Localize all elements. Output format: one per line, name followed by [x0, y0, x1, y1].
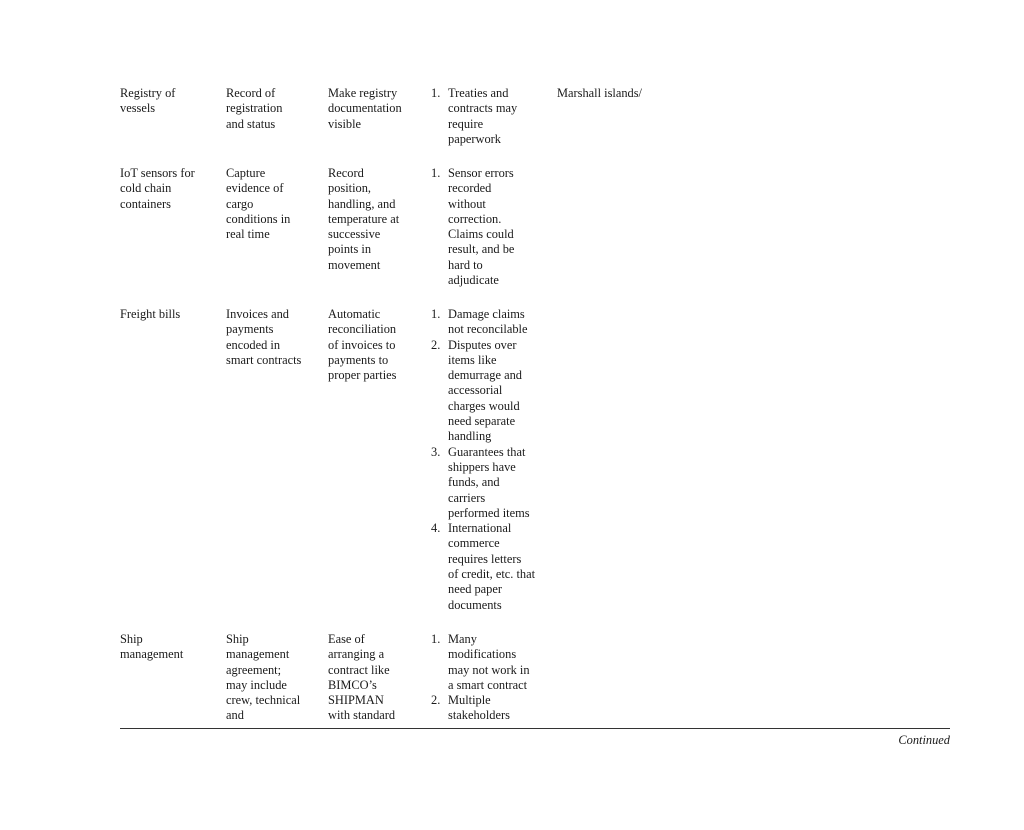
issue-list-item	[431, 445, 549, 521]
cell-text-line: evidence of	[226, 181, 284, 196]
cell-text-line: visible	[328, 116, 362, 131]
issue-number: 1.	[431, 632, 441, 646]
issue-number: 1.	[431, 166, 441, 180]
issue-text-line: without	[448, 196, 486, 211]
cell-text-line: cold chain	[120, 181, 172, 196]
issue-text-line: demurrage and	[448, 368, 522, 383]
cell-text-line: may include	[226, 677, 287, 692]
cell-text-line: management	[120, 647, 184, 662]
issue-text-line: commerce	[448, 536, 500, 551]
cell-text-line: Freight bills	[120, 307, 181, 321]
row-benefit-cell	[328, 166, 424, 273]
issue-text-line: Treaties and	[448, 86, 509, 100]
issue-text-line: stakeholders	[448, 708, 510, 723]
cell-text-line: BIMCO’s	[328, 677, 377, 692]
issue-list-item	[431, 632, 549, 693]
table-bottom-rule	[120, 728, 950, 729]
issue-text-line: require	[448, 116, 484, 131]
cell-text-line: containers	[120, 196, 171, 211]
cell-text-line: SHIPMAN	[328, 693, 384, 708]
cell-text-line: IoT sensors for	[120, 166, 195, 180]
cell-text-line: successive	[328, 227, 381, 242]
issue-number: 2.	[431, 337, 441, 352]
cell-text-line: documentation	[328, 101, 402, 116]
issue-text-line: accessorial	[448, 383, 503, 398]
cell-text-line: of invoices to	[328, 337, 396, 352]
issue-text-line: adjudicate	[448, 273, 499, 288]
row-issues-cell	[431, 166, 549, 288]
issue-list-item	[431, 307, 549, 338]
cell-text-line: registration	[226, 101, 283, 116]
issue-text-line: modifications	[448, 647, 517, 662]
row-issues-cell	[431, 632, 549, 724]
cell-text-line: movement	[328, 257, 381, 272]
issue-text-line: paperwork	[448, 131, 501, 146]
row-description-cell	[226, 307, 322, 368]
issue-list-item	[431, 86, 549, 147]
issue-list-item	[431, 338, 549, 445]
issue-text-line: correction.	[448, 211, 502, 226]
issue-text-line: not reconcilable	[448, 322, 528, 337]
cell-text-line: agreement;	[226, 662, 282, 677]
cell-text-line: arranging a	[328, 647, 385, 662]
cell-text-line: Record of	[226, 86, 276, 100]
cell-text-line: payments to	[328, 352, 389, 367]
cell-text-line: points in	[328, 242, 372, 257]
issue-text-line: Disputes over	[448, 337, 517, 352]
cell-text-line: proper parties	[328, 368, 397, 383]
cell-text-line: Registry of	[120, 86, 176, 100]
issue-text-line: hard to	[448, 257, 483, 272]
issue-text-line: Claims could	[448, 227, 514, 242]
cell-text-line: and status	[226, 116, 276, 131]
cell-text-line: vessels	[120, 101, 156, 116]
issue-text-line: Sensor errors	[448, 166, 514, 180]
issue-text-line: charges would	[448, 398, 520, 413]
cell-text-line: cargo	[226, 196, 254, 211]
issue-text-line: items like	[448, 352, 497, 367]
issue-text-line: documents	[448, 597, 502, 612]
issue-number: 1.	[431, 307, 441, 321]
row-benefit-cell	[328, 632, 424, 724]
row-benefit-cell	[328, 307, 424, 383]
row-example-cell	[557, 86, 717, 101]
cell-text-line: real time	[226, 227, 270, 242]
row-name-cell	[120, 86, 220, 117]
issue-text-line: requires letters	[448, 551, 522, 566]
cell-text-line: reconciliation	[328, 322, 397, 337]
issue-text-line: result, and be	[448, 242, 515, 257]
issue-text-line: may not work in	[448, 662, 530, 677]
row-description-cell	[226, 86, 322, 132]
issue-text-line: performed items	[448, 505, 530, 520]
cell-text-line: payments	[226, 322, 274, 337]
row-description-cell	[226, 632, 322, 724]
row-name-cell	[120, 307, 220, 322]
issue-text-line: Multiple	[448, 693, 491, 708]
cell-text-line: Ship	[120, 632, 143, 646]
issue-number: 2.	[431, 693, 441, 708]
cell-text-line: Ease of	[328, 632, 365, 646]
issue-text-line: recorded	[448, 181, 492, 196]
cell-text-line: temperature at	[328, 211, 400, 226]
continued-label: Continued	[898, 733, 950, 747]
issue-list-item	[431, 693, 549, 724]
issue-text-line: need separate	[448, 414, 516, 429]
row-name-cell	[120, 632, 220, 663]
row-issues-cell	[431, 307, 549, 613]
row-benefit-cell	[328, 86, 424, 132]
issue-text-line: International	[448, 521, 512, 536]
row-description-cell	[226, 166, 322, 242]
issue-text-line: Guarantees that	[448, 444, 526, 459]
cell-text-line: Automatic	[328, 307, 381, 321]
issue-number: 4.	[431, 521, 441, 536]
cell-text-line: with standard	[328, 708, 396, 723]
issue-text-line: funds, and	[448, 475, 500, 490]
cell-text-line: position,	[328, 181, 372, 196]
issue-list-item	[431, 166, 549, 288]
issue-text-line: Many	[448, 632, 477, 646]
cell-text-line: Invoices and	[226, 307, 289, 321]
cell-text-line: handling, and	[328, 196, 396, 211]
cell-text-line: crew, technical	[226, 693, 301, 708]
issue-text-line: of credit, etc. that	[448, 567, 536, 582]
issue-text-line: a smart contract	[448, 677, 528, 692]
cell-text-line: management	[226, 647, 290, 662]
issue-text-line: handling	[448, 429, 492, 444]
cell-text-line: conditions in	[226, 211, 291, 226]
issue-text-line: Damage claims	[448, 307, 525, 321]
row-name-cell	[120, 166, 220, 212]
cell-text-line: and	[226, 708, 244, 723]
cell-text-line: Marshall islands/	[557, 86, 643, 100]
issue-list-item	[431, 521, 549, 613]
cell-text-line: Record	[328, 166, 364, 180]
issue-text-line: need paper	[448, 582, 503, 597]
cell-text-line: smart contracts	[226, 352, 302, 367]
issue-number: 3.	[431, 444, 441, 459]
issue-text-line: contracts may	[448, 101, 518, 116]
issue-text-line: carriers	[448, 490, 486, 505]
row-issues-cell	[431, 86, 549, 147]
cell-text-line: contract like	[328, 662, 390, 677]
issue-number: 1.	[431, 86, 441, 100]
cell-text-line: Ship	[226, 632, 249, 646]
issue-text-line: shippers have	[448, 459, 516, 474]
cell-text-line: encoded in	[226, 337, 281, 352]
cell-text-line: Capture	[226, 166, 266, 180]
cell-text-line: Make registry	[328, 86, 398, 100]
